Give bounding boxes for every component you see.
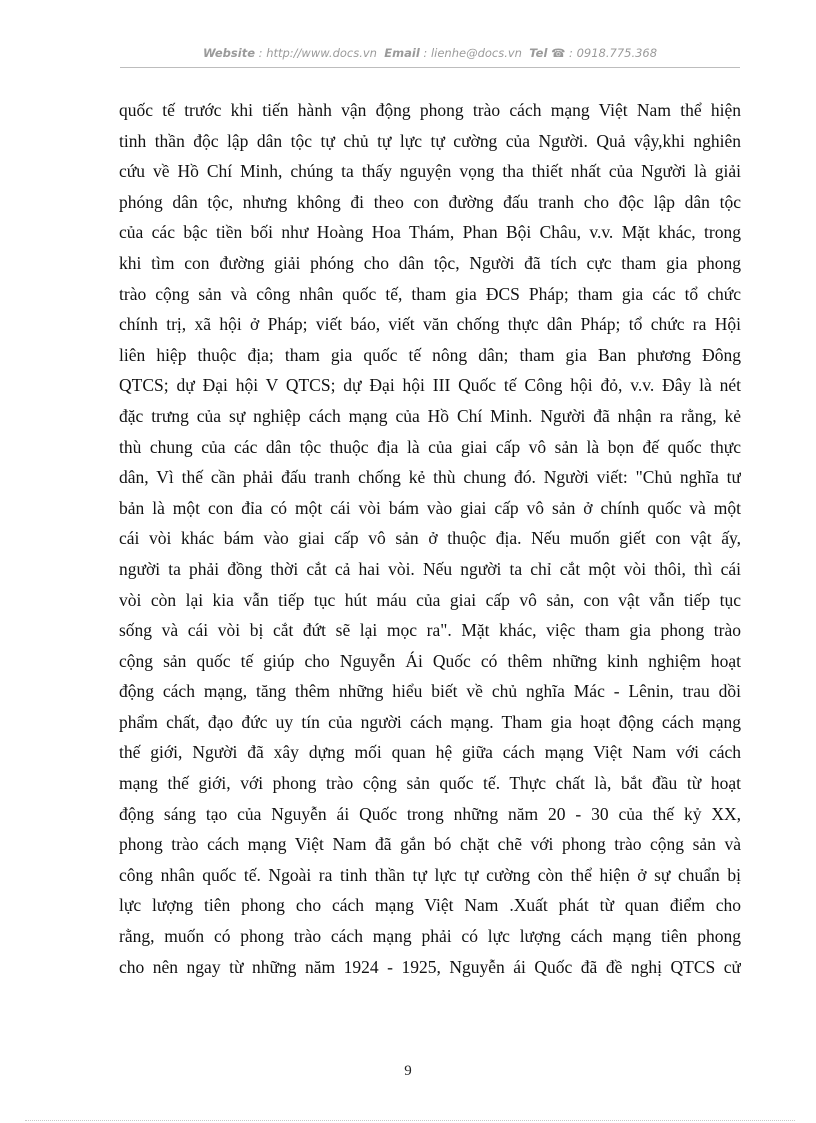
text-line: bản là một con đỉa có một cái vòi bám vào giai cấp vô sản ở chính quốc và một	[119, 497, 741, 518]
body-paragraph	[119, 95, 741, 982]
text-line: cho nên ngay từ những năm 1924 - 1925, Nguyễn ái Quốc đã đề nghị QTCS cử	[119, 956, 741, 977]
text-line: quốc tế trước khi tiến hành vận động phong trào cách mạng Việt Nam thể hiện	[119, 100, 741, 120]
website-label: Website	[202, 46, 256, 60]
text-line: vòi còn lại kia vẫn tiếp tục hút máu của giai cấp vô sản, con vật vẫn tiếp tục	[119, 589, 741, 610]
text-line: động sáng tạo của Nguyễn ái Quốc trong những năm 20 - 30 của thế kỷ XX,	[119, 803, 741, 824]
text-line: cộng sản quốc tế giúp cho Nguyễn Ái Quốc có thêm những kinh nghiệm hoạt	[119, 650, 741, 671]
page-number: 9	[404, 1063, 412, 1079]
website-value: : http://www.docs.vn	[258, 46, 377, 60]
text-line: QTCS; dự Đại hội V QTCS; dự Đại hội III Quốc tế Công hội đỏ, v.v. Đây là nét	[119, 375, 741, 396]
tel-value: : 0918.775.368	[569, 46, 658, 60]
page-header	[120, 46, 740, 66]
email-label: Email	[384, 46, 420, 60]
text-line: phẩm chất, đạo đức uy tín của người cách mạng. Tham gia hoạt động cách mạng	[119, 711, 741, 732]
text-line: thù chung của các dân tộc thuộc địa là của giai cấp vô sản là bọn đế quốc thực	[119, 436, 741, 457]
text-line: rằng, muốn có phong trào cách mạng phải có lực lượng cách mạng tiên phong	[119, 926, 741, 947]
text-line: dân, Vì thế cần phải đấu tranh chống kẻ thù chung đó. Người viết: "Chủ nghĩa tư	[119, 467, 741, 488]
header-divider	[120, 67, 740, 68]
text-line: tinh thần độc lập dân tộc tự chủ tự lực tự cường của Người. Quả vậy,khi nghiên	[119, 130, 741, 151]
text-line: cái vòi khác bám vào giai cấp vô sản ở thuộc địa. Nếu muốn giết con vật ấy,	[119, 528, 741, 549]
tel-label: Tel	[529, 46, 548, 60]
text-line: khi tìm con đường giải phóng cho dân tộc, Người đã tích cực tham gia phong	[119, 252, 741, 273]
footer-divider	[25, 1120, 795, 1121]
text-line: động cách mạng, tăng thêm những hiểu biết về chủ nghĩa Mác - Lênin, trau dồi	[119, 681, 741, 702]
text-line: thế giới, Người đã xây dựng mối quan hệ giữa cách mạng Việt Nam với cách	[119, 742, 741, 763]
text-line: chính trị, xã hội ở Pháp; viết báo, viết văn chống thực dân Pháp; tổ chức ra Hội	[119, 314, 741, 335]
text-line: mạng thế giới, với phong trào cộng sản quốc tế. Thực chất là, bắt đầu từ hoạt	[119, 773, 741, 794]
phone-icon: ☎	[551, 46, 566, 60]
text-line: phong trào cách mạng Việt Nam đã gắn bó chặt chẽ với phong trào cộng sản và	[119, 834, 741, 855]
email-value: : lienhe@docs.vn	[423, 46, 522, 60]
text-line: trào cộng sản và công nhân quốc tế, tham gia ĐCS Pháp; tham gia các tổ chức	[119, 283, 741, 304]
text-line: lực lượng tiên phong cho cách mạng Việt Nam .Xuất phát từ quan điểm cho	[119, 895, 741, 916]
text-line: liên hiệp thuộc địa; tham gia quốc tế nông dân; tham gia Ban phương Đông	[119, 344, 741, 365]
text-line: đặc trưng của sự nghiệp cách mạng của Hồ Chí Minh. Người đã nhận ra rằng, kẻ	[119, 405, 741, 426]
text-line: phóng dân tộc, nhưng không đi theo con đường đấu tranh cho độc lập dân tộc	[119, 191, 741, 212]
text-line: của các bậc tiền bối như Hoàng Hoa Thám, Phan Bội Châu, v.v. Mặt khác, trong	[119, 222, 741, 243]
text-line: người ta phải đồng thời cắt cả hai vòi. Nếu người ta chỉ cắt một vòi thôi, thì cái	[119, 558, 741, 579]
text-line: cứu về Hồ Chí Minh, chúng ta thấy nguyện vọng tha thiết nhất của Người là giải	[119, 161, 741, 182]
text-line: công nhân quốc tế. Ngoài ra tinh thần tự lực tự cường còn thể hiện ở sự chuẩn bị	[119, 864, 741, 885]
text-line: sống và cái vòi bị cắt đứt sẽ lại mọc ra". Mặt khác, việc tham gia phong trào	[119, 620, 741, 641]
